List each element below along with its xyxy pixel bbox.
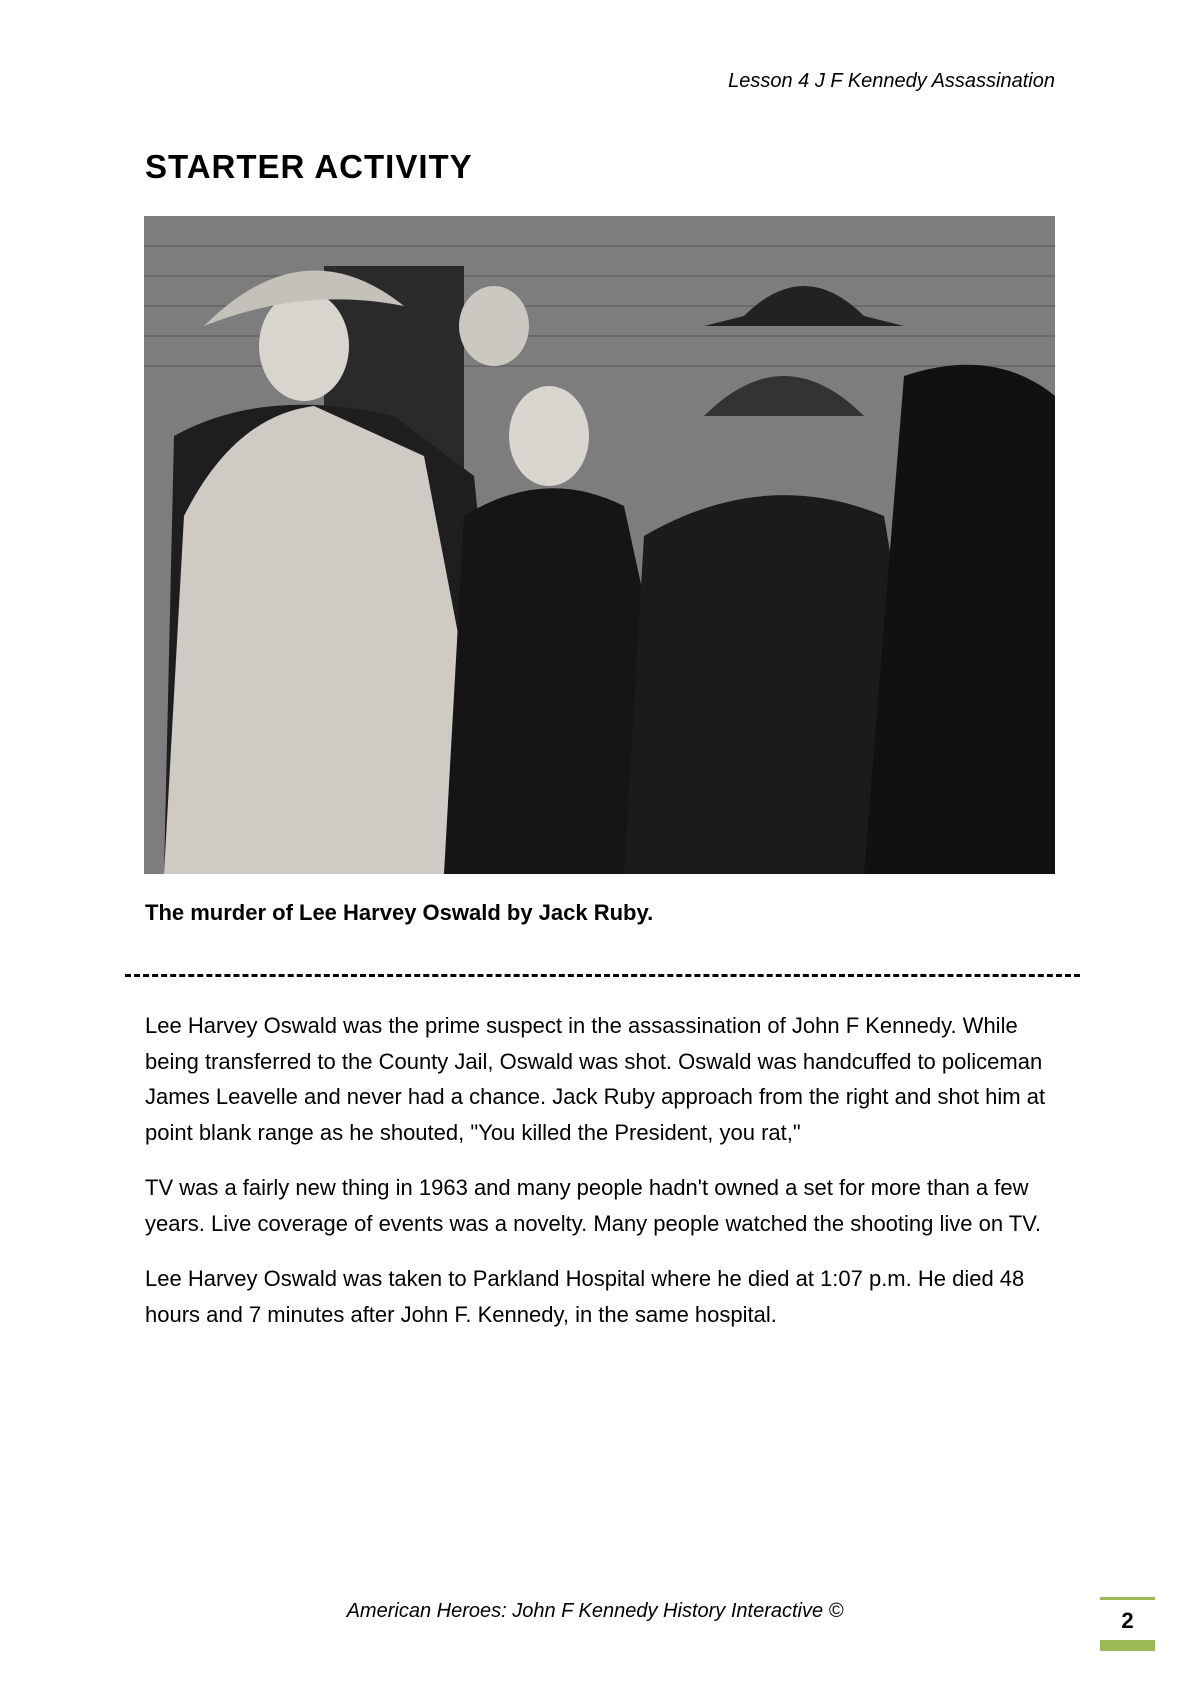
paragraph: TV was a fairly new thing in 1963 and many people hadn't owned a set for more than a few years. Live coverage of events was a novelty. Many people watched the shooting live on TV.	[145, 1175, 1042, 1236]
photo-oswald-shooting	[144, 216, 1055, 874]
photo-caption: The murder of Lee Harvey Oswald by Jack Ruby.	[145, 900, 654, 925]
photo-icon	[144, 216, 1055, 874]
paragraph: Lee Harvey Oswald was taken to Parkland Hospital where he died at 1:07 p.m. He died 48 hours and 7 minutes after John F. Kennedy, in the same hospital.	[145, 1266, 1025, 1327]
page-number: 2	[1121, 1608, 1134, 1633]
page-number-bar	[1100, 1640, 1155, 1651]
dashed-divider	[125, 974, 1080, 977]
page-title: STARTER ACTIVITY	[145, 148, 473, 185]
footer-text: American Heroes: John F Kennedy History Interactive ©	[346, 1600, 844, 1622]
page-number-rule	[1100, 1597, 1155, 1600]
lesson-header: Lesson 4 J F Kennedy Assassination	[728, 70, 1055, 92]
body-text	[145, 1008, 1065, 1352]
paragraph: Lee Harvey Oswald was the prime suspect in the assassination of John F Kennedy. While being transferred to the County Jail, Oswald was shot. Oswald was handcuffed to policeman James Leavelle and never had a chance. Jack Ruby approach from the right and shot him at point blank range as he shouted, "You killed the President, you rat,"	[145, 1013, 1046, 1145]
